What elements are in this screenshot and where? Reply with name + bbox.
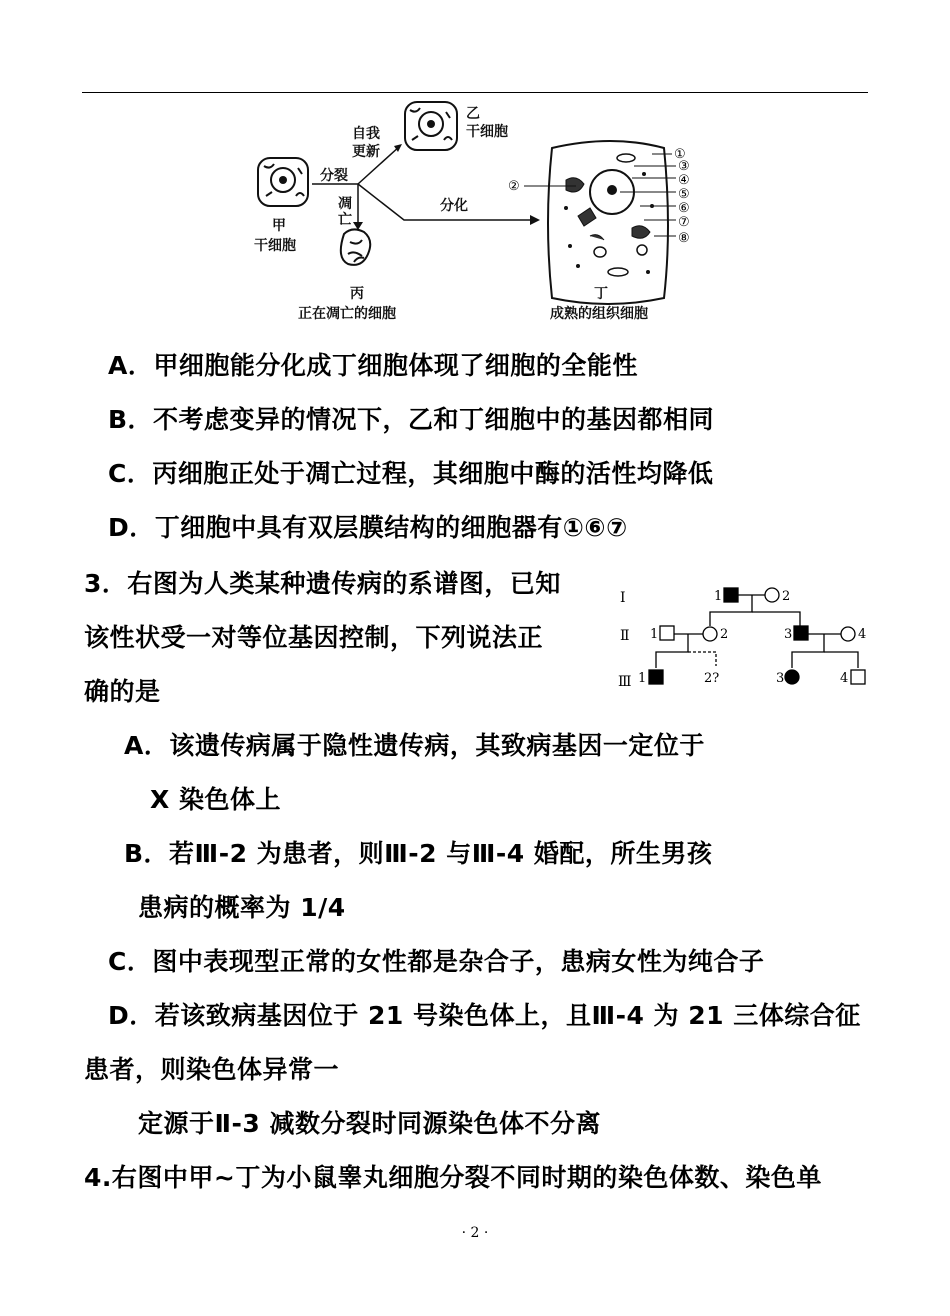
cell-bing-icon [341, 229, 370, 264]
label-yi-sub: 干细胞 [466, 124, 508, 140]
q3-option-a-1: A．该遗传病属于隐性遗传病，其致病基因一定位于 [124, 731, 705, 760]
marker-3: ③ [678, 159, 690, 174]
q3-option-b-1: B．若Ⅲ-2 为患者，则Ⅲ-2 与Ⅲ-4 婚配，所生男孩 [124, 839, 713, 868]
ped-iii4-num: 4 [840, 671, 849, 686]
ped-ii3-num: 3 [784, 627, 793, 642]
q3-stem-3: 确的是 [84, 677, 161, 706]
marker-2: ② [508, 179, 520, 194]
ped-i2-num: 2 [782, 589, 791, 604]
marker-1: ① [674, 147, 686, 162]
q3-option-d-2: 患者，则染色体异常一 [84, 1055, 340, 1084]
q2-option-a: A．甲细胞能分化成丁细胞体现了细胞的全能性 [108, 351, 638, 380]
gen-i-label: Ⅰ [620, 590, 626, 606]
label-bing: 丙 [350, 286, 364, 302]
q3-stem-2: 该性状受一对等位基因控制，下列说法正 [84, 623, 544, 652]
ped-ii1-num: 1 [650, 627, 659, 642]
q3-option-a-2: X 染色体上 [150, 785, 281, 814]
ped-ii2-num: 2 [720, 627, 729, 642]
label-split: 分裂 [320, 168, 348, 184]
stem-cell-figure [240, 96, 700, 332]
q4-stem-1: 4.右图中甲~丁为小鼠睾丸细胞分裂不同时期的染色体数、染色单 [84, 1163, 822, 1192]
marker-5: ⑤ [678, 187, 690, 202]
ped-iii2-num: 2? [704, 671, 720, 686]
header-rule [82, 92, 868, 93]
ped-iii3-num: 3 [776, 671, 785, 686]
cell-yi-icon [405, 102, 457, 150]
label-self-renew-1: 自我 [352, 126, 380, 142]
gen-iii-label: Ⅲ [618, 674, 632, 690]
pedigree-figure [612, 578, 878, 702]
q3-option-c: C．图中表现型正常的女性都是杂合子，患病女性为纯合子 [108, 947, 765, 976]
ped-iii1-num: 1 [638, 671, 647, 686]
q3-stem-1: 3．右图为人类某种遗传病的系谱图，已知 [84, 569, 561, 598]
label-apoptosis-2: 亡 [338, 212, 352, 228]
marker-8: ⑧ [678, 231, 690, 246]
q2-option-d: D．丁细胞中具有双层膜结构的细胞器有①⑥⑦ [108, 513, 628, 542]
label-self-renew-2: 更新 [352, 144, 380, 160]
label-jia-sub: 干细胞 [254, 238, 296, 254]
label-differentiate: 分化 [440, 198, 468, 214]
cell-ding-icon [548, 141, 668, 304]
label-ding: 丁 [594, 286, 608, 302]
marker-4: ④ [678, 173, 690, 188]
ped-ii4-num: 4 [858, 627, 867, 642]
q2-option-c: C．丙细胞正处于凋亡过程，其细胞中酶的活性均降低 [108, 459, 714, 488]
label-ding-sub: 成熟的组织细胞 [550, 306, 648, 322]
page-number: · 2 · [461, 1225, 489, 1241]
ped-i1-num: 1 [714, 589, 723, 604]
label-apoptosis-1: 凋 [338, 196, 352, 212]
q3-option-b-2: 患病的概率为 1/4 [138, 893, 346, 922]
q3-option-d-3: 定源于Ⅱ-3 减数分裂时同源染色体不分离 [138, 1109, 601, 1138]
label-yi: 乙 [466, 106, 480, 122]
label-jia: 甲 [272, 218, 286, 234]
q2-option-b: B．不考虑变异的情况下，乙和丁细胞中的基因都相同 [108, 405, 715, 434]
cell-jia-icon [258, 158, 308, 206]
gen-ii-label: Ⅱ [620, 628, 630, 644]
q3-option-d-1: D．若该致病基因位于 21 号染色体上，且Ⅲ-4 为 21 三体综合征 [108, 1001, 861, 1030]
marker-7: ⑦ [678, 215, 690, 230]
marker-6: ⑥ [678, 201, 690, 216]
label-bing-sub: 正在凋亡的细胞 [298, 306, 396, 322]
